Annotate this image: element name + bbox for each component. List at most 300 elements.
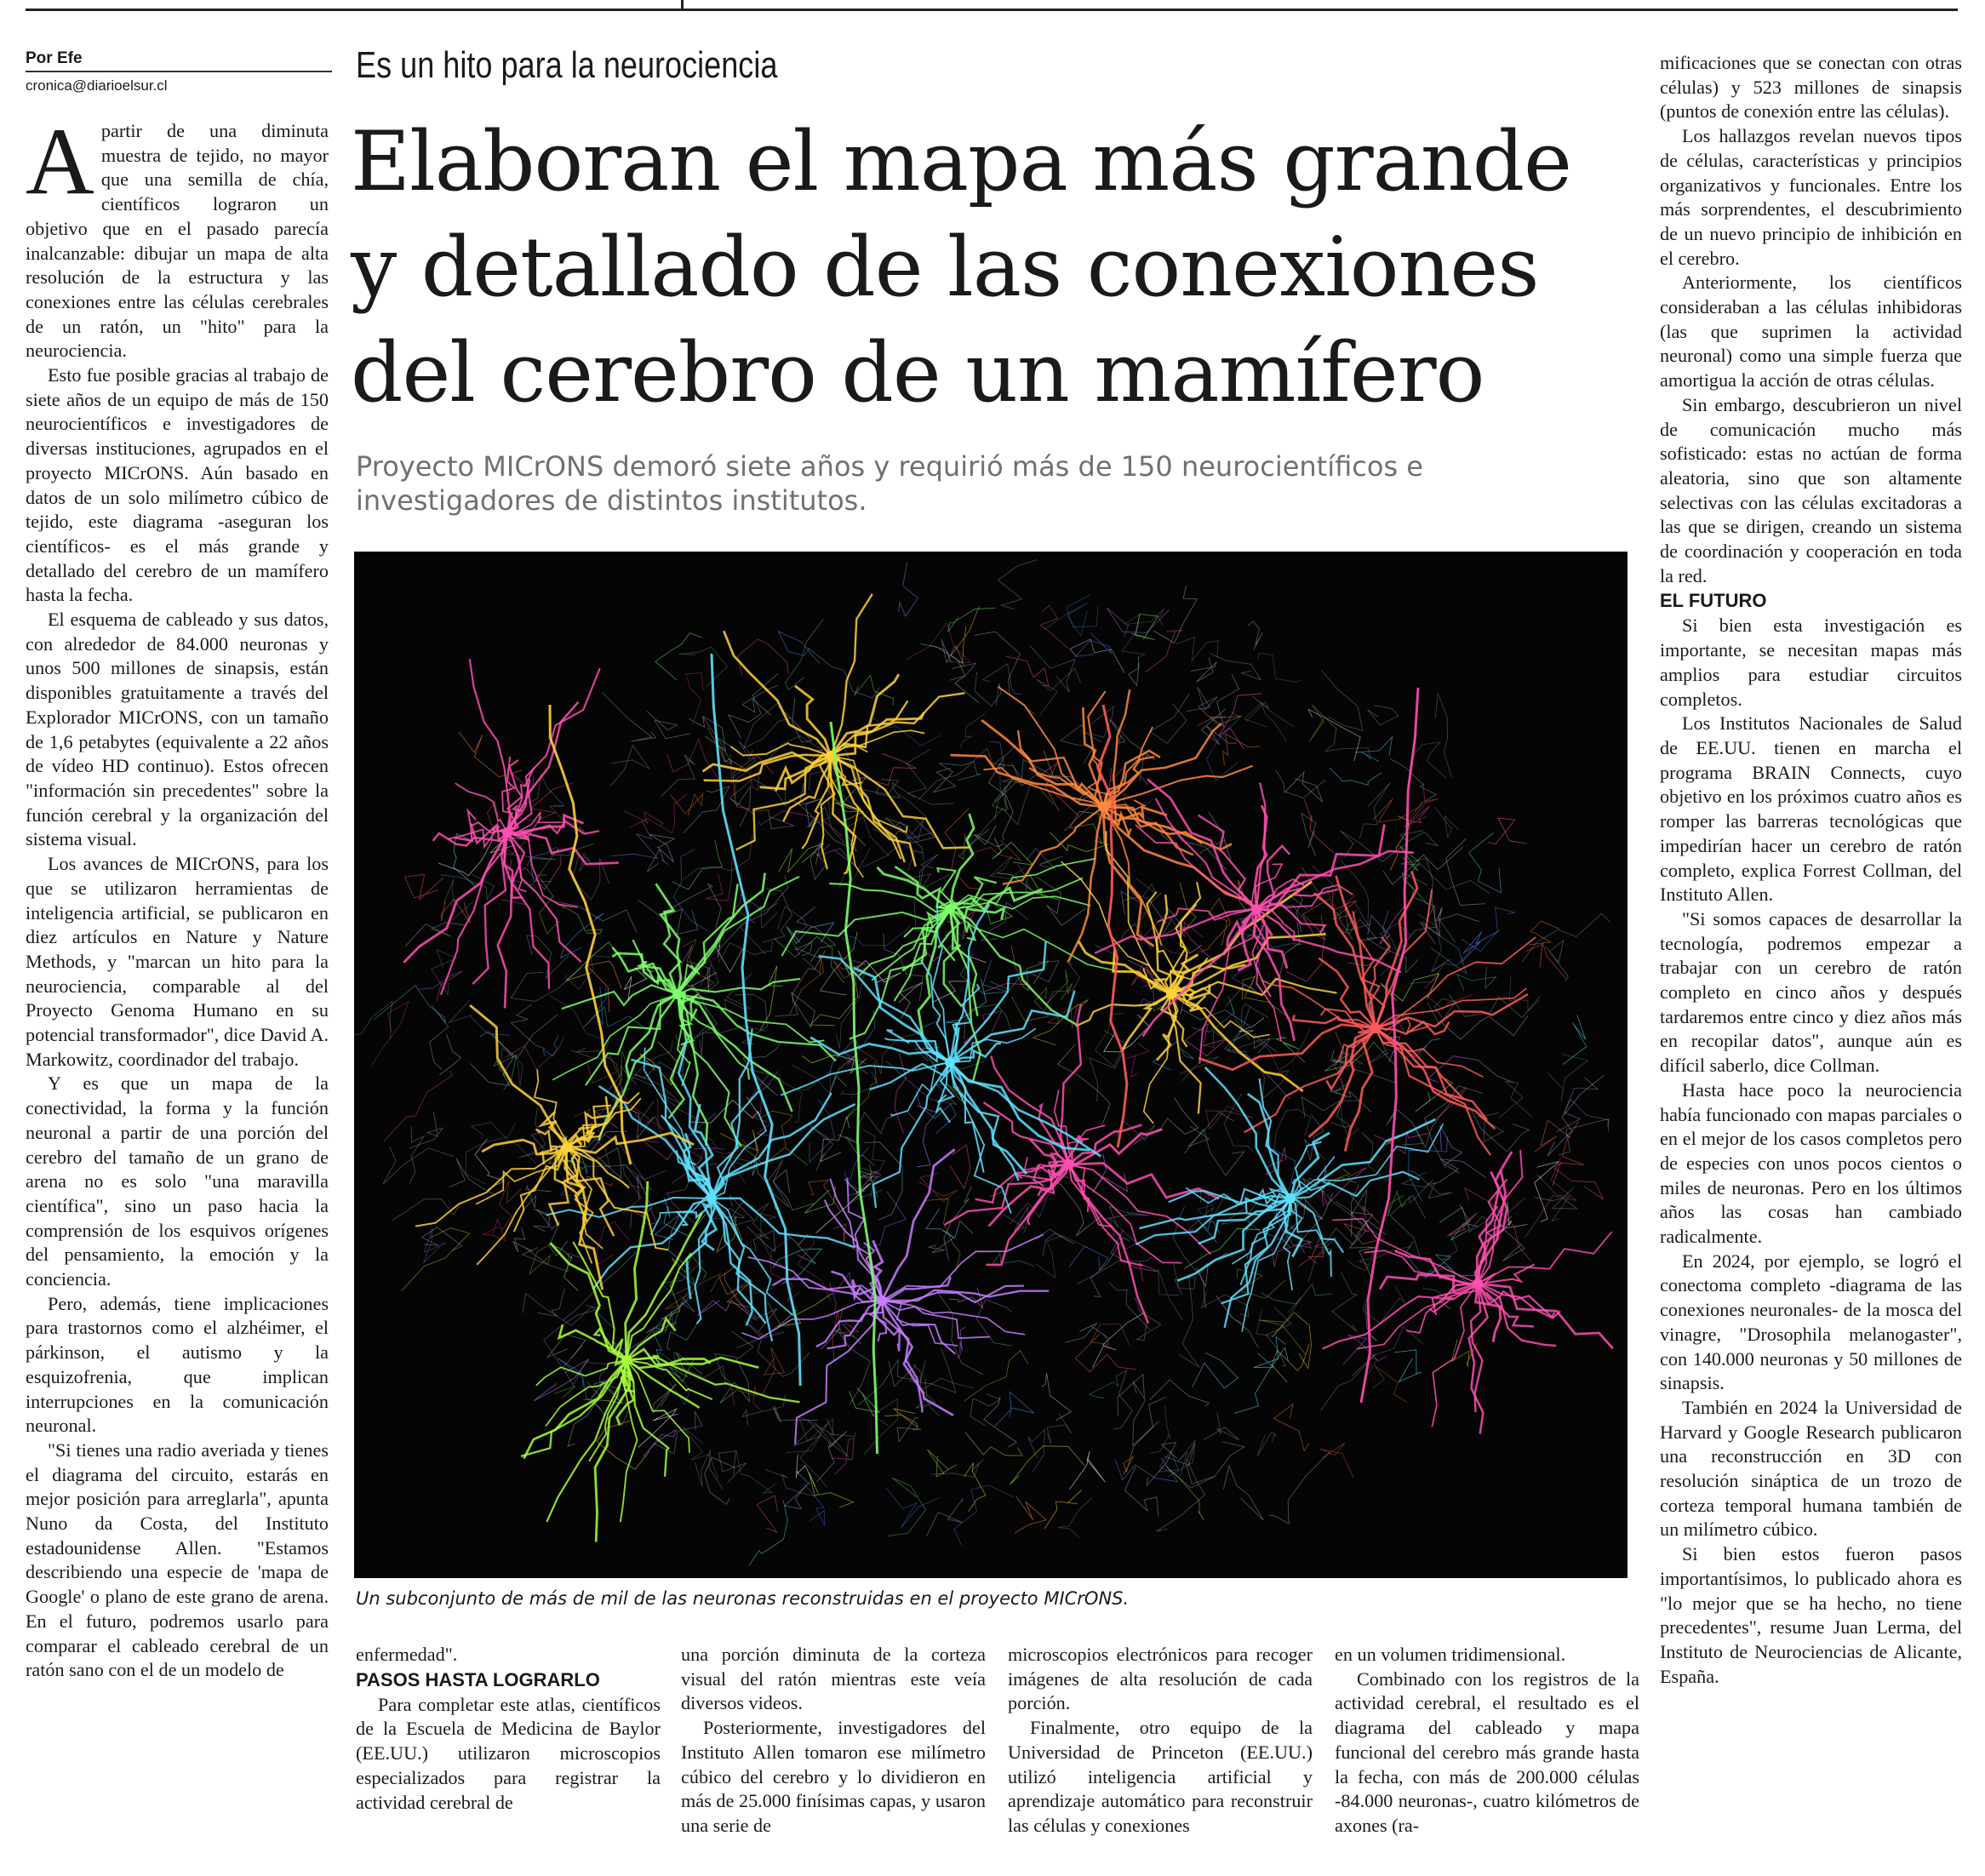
neuron-fiber: [653, 1411, 702, 1454]
neuron-fiber: [1065, 1323, 1109, 1342]
neuron-fiber: [1186, 1024, 1227, 1056]
neuron-fiber: [507, 702, 579, 832]
neuron-fiber: [1226, 941, 1262, 1006]
neuron-fiber: [994, 1392, 1034, 1427]
neuron-fiber: [1509, 976, 1539, 1011]
paragraph: Sin embargo, descubrieron un nivel de comunicación mucho más sofisticado: estas no actúan de forma aleatoria, sino que son altamente selectivas con las células excitadoras a las que se dirigen, creando un sistema de coordinación y cooperación en toda la red.: [1660, 393, 1962, 586]
neuron-fiber: [736, 1450, 775, 1493]
neuron-soma: [1285, 1193, 1296, 1204]
neuron-fiber: [882, 1301, 953, 1416]
paragraph: Los Institutos Nacionales de Salud de EE.UU. tienen en marcha el programa BRAIN Connects, cuyo objetivo en los próximos cuatro años es romper las barreras tecnológicas que impedirían hacer un cerebro de ratón completo, explica Forrest Collman, del Instituto Allen.: [1660, 712, 1962, 906]
neuron-fiber: [895, 1053, 906, 1133]
neuron-soma: [621, 1355, 632, 1365]
neuron-fiber: [724, 973, 752, 1011]
neuron-fiber: [758, 1332, 809, 1376]
neuron-fiber: [954, 1485, 1014, 1545]
neuron-fiber: [1036, 1229, 1074, 1255]
neuron-soma: [502, 827, 512, 838]
neuron-fiber: [1422, 921, 1467, 974]
neuron-fiber: [729, 673, 779, 738]
neuron-fiber: [537, 1289, 564, 1316]
neuron-fiber: [686, 673, 704, 725]
article-column-1: [26, 109, 329, 1683]
neuron-fiber: [511, 968, 581, 1002]
paragraph: Los hallazgos revelan nuevos tipos de células, características y principios organizativos y funcionales. Entre los más sorprendentes, el descubrimiento de un nuevo principio de inhibición en el cerebro.: [1660, 125, 1962, 269]
neuron-fiber: [1554, 1162, 1603, 1199]
neuron-fiber: [654, 1384, 677, 1413]
neuron-fiber: [409, 1126, 424, 1183]
neuron-fiber: [1176, 638, 1218, 661]
neuron-fiber: [839, 926, 910, 950]
neuron-fiber: [729, 779, 786, 806]
neuron-fiber: [742, 685, 778, 716]
neuron-image: [354, 552, 1627, 1578]
neuron-fiber: [785, 1473, 810, 1509]
neuron-fiber: [630, 794, 688, 833]
neuron-fiber: [1090, 1376, 1118, 1398]
neuron-fiber: [920, 644, 979, 703]
neuron-fiber: [1041, 1373, 1071, 1421]
neuron-fiber: [891, 1062, 950, 1116]
neuron-fiber: [950, 814, 974, 909]
deck-line: investigadores de distintos institutos.: [356, 484, 867, 517]
neuron-fiber: [1150, 1405, 1170, 1453]
neuron-fiber: [449, 999, 510, 1035]
section-subhead: PASOS HASTA LOGRARLO: [356, 1668, 600, 1690]
neuron-fiber: [470, 659, 510, 832]
neuron-fiber: [1147, 779, 1256, 909]
paragraph: Combinado con los registros de la actividad cerebral, el resultado es el diagrama del cableado y mapa funcional del cerebro más grande hasta la fecha, con más de 200.000 células -84.000 neuronas-, cuatro kilómetros de axones (ra-: [1335, 1667, 1639, 1836]
neuron-fiber: [951, 606, 979, 663]
neuron-fiber: [1469, 833, 1502, 893]
neuron-fiber: [712, 1093, 832, 1198]
neuron-fiber: [1462, 907, 1516, 951]
neuron-fiber: [1564, 1100, 1609, 1127]
neuron-fiber: [1488, 818, 1526, 844]
neuron-fiber: [438, 826, 494, 876]
neuron-fiber: [1045, 961, 1080, 1011]
neuron-fiber: [392, 1199, 460, 1221]
neuron-fiber: [1376, 1028, 1483, 1077]
neuron-fiber: [441, 874, 495, 900]
headline: [351, 109, 1645, 426]
neuron-fiber: [792, 952, 825, 1004]
neuron-fiber: [678, 877, 799, 994]
neuron-fiber: [535, 1069, 569, 1147]
neuron-fiber: [1158, 1269, 1183, 1320]
neuron-fiber: [1040, 605, 1067, 648]
paragraph: El esquema de cableado y sus datos, con alrededor de 84.000 neuronas y unos 500 millones de sinapsis, están disponibles gratuitamente a través del Explorador MICrONS, con un tamaño de 1,6 petabytes (equivalente a 22 años de vídeo HD continuo). Estos ofrecen "información sin precedentes" sobre la función cerebral y la organización del sistema visual.: [26, 609, 329, 850]
neuron-fiber: [603, 693, 656, 741]
neuron-fiber: [1420, 906, 1439, 944]
neuron-fiber: [1320, 1443, 1354, 1478]
neuron-fiber: [1223, 1466, 1263, 1520]
neuron-fiber: [1234, 1347, 1289, 1413]
neuron-soma: [1098, 802, 1108, 812]
neuron-fiber: [1037, 878, 1085, 925]
neuron-soma: [1251, 904, 1261, 914]
neuron-fiber: [1405, 1241, 1468, 1284]
neuron-fiber: [459, 732, 523, 777]
neuron-fiber: [1437, 907, 1480, 922]
byline-rule: [26, 71, 332, 72]
neuron-fiber: [1124, 1421, 1159, 1475]
neuron-fiber: [683, 1427, 718, 1479]
neuron-fiber: [1124, 1467, 1158, 1517]
neuron-fiber: [934, 764, 956, 792]
neuron-fiber: [975, 826, 1004, 847]
neuron-fiber: [930, 1459, 983, 1478]
neuron-fiber: [760, 966, 782, 1030]
neuron-fiber: [1325, 745, 1370, 759]
neuron-fiber: [1410, 1170, 1452, 1198]
neuron-fiber: [354, 1001, 392, 1038]
neuron-fiber: [444, 878, 474, 924]
paragraph: Si bien estos fueron pasos importantísimos, lo publicado ahora es "lo mejor que se ha hecho, no tiene precedentes", resume Juan Lerma, del Instituto de Neurociencias de Alicante, España.: [1660, 1543, 1962, 1687]
neuron-fiber: [1457, 967, 1496, 991]
neuron-fiber: [1439, 1207, 1479, 1240]
deck-line: Proyecto MICrONS demoró siete años y requirió más de 150 neurocientíficos e: [356, 450, 1423, 483]
neuron-fiber: [817, 1431, 847, 1482]
paragraph: Esto fue posible gracias al trabajo de siete años de un equipo de más de 150 neurocientíficos e investigadores de diversas instituciones, agrupados en el proyecto MICrONS. Aún basado en datos de un solo milímetro cúbico de tejido, este diagrama -aseguran los científicos- es el más grande y detallado del cerebro de un mamífero hasta la fecha.: [26, 364, 329, 606]
neuron-fiber: [1293, 1015, 1376, 1028]
neuron-fiber: [854, 675, 893, 706]
neuron-fiber: [597, 1221, 629, 1264]
neuron-fiber: [736, 1301, 780, 1347]
neuron-fiber: [858, 1111, 917, 1134]
deck: [356, 449, 1633, 518]
drop-cap: A: [26, 109, 94, 214]
neuron-fiber: [926, 1499, 963, 1537]
neuron-fiber: [587, 961, 622, 1012]
neuron-fiber: [787, 1434, 827, 1487]
neuron-fiber: [849, 1168, 883, 1204]
neuron-fiber: [1035, 1236, 1088, 1278]
neuron-fiber: [534, 1209, 550, 1232]
neuron-fiber: [1010, 1446, 1084, 1484]
neuron-fiber: [1069, 1125, 1141, 1165]
neuron-fiber: [1068, 807, 1103, 962]
neuron-fiber: [1434, 807, 1459, 838]
neuron-fiber: [610, 746, 649, 786]
neuron-fiber: [1204, 1413, 1239, 1440]
neuron-fiber: [804, 1484, 825, 1526]
neuron-fiber: [864, 1142, 902, 1220]
neuron-fiber: [1139, 1196, 1290, 1228]
neuron-fiber: [1164, 1443, 1215, 1484]
neuron-fiber: [1290, 1119, 1435, 1198]
neuron-fiber: [882, 1301, 922, 1412]
neuron-fiber: [1136, 1298, 1161, 1341]
neuron-fiber: [1129, 657, 1139, 685]
neuron-fiber: [964, 833, 1021, 861]
neuron-fiber: [547, 1335, 586, 1358]
neuron-fiber: [1158, 1098, 1198, 1135]
neuron-fiber: [671, 794, 703, 816]
neuron-fiber: [1069, 1164, 1219, 1199]
neuron-fiber: [1276, 770, 1326, 798]
neuron-fiber: [513, 1227, 533, 1252]
neuron-fiber: [1133, 1397, 1167, 1445]
neuron-fiber: [1446, 838, 1485, 905]
neuron-fiber: [1180, 1056, 1219, 1081]
neuron-fiber: [1115, 1457, 1177, 1482]
neuron-fiber: [1109, 1283, 1150, 1330]
neuron-fiber: [1355, 737, 1393, 762]
neuron-fiber: [1349, 1185, 1367, 1215]
neuron-fiber: [1205, 1067, 1290, 1198]
paragraph: Finalmente, otro equipo de la Universidad de Princeton (EE.UU.) utilizó inteligencia artificial y aprendizaje automático para reconstruir las células y conexiones: [1008, 1717, 1313, 1836]
neuron-fiber: [960, 713, 986, 748]
neuron-soma: [945, 904, 955, 914]
byline-author: Por Efe: [26, 49, 83, 67]
neuron-soma: [1370, 1023, 1381, 1033]
neuron-fiber: [1248, 1094, 1290, 1198]
neuron-fiber: [1200, 1031, 1287, 1048]
neuron-fiber: [405, 923, 465, 947]
neuron-fiber: [899, 563, 918, 616]
neuron-fiber: [1077, 1257, 1152, 1284]
neuron-fiber: [1168, 1440, 1195, 1477]
neuron-fiber: [1274, 1109, 1311, 1152]
neuron-fiber: [749, 1501, 787, 1566]
paragraph: Si bien esta investigación es importante, se necesitan mapas más amplios para estudiar circuitos completos.: [1660, 615, 1962, 710]
neuron-fiber: [798, 1234, 831, 1302]
neuron-fiber: [1301, 814, 1316, 856]
neuron-fiber: [1447, 1204, 1477, 1236]
neuron-fiber: [1191, 658, 1217, 682]
neuron-fiber: [1394, 1350, 1422, 1382]
neuron-soma: [672, 989, 683, 999]
neuron-fiber: [975, 672, 1001, 706]
neuron-soma: [945, 1057, 955, 1067]
neuron-fiber: [1350, 1233, 1376, 1279]
neuron-fiber: [1469, 1284, 1488, 1434]
paragraph: "Si tienes una radio averiada y tienes el diagrama del circuito, estarás en mejor posición para arreglarla", apunta Nuno da Costa, del Instituto estadounidense Allen. "Estamos describiendo una especie de 'mapa de Google' o plano de este grano de arena. En el futuro, podremos usarlo para comparar el cableado cerebral de un ratón sano con el de un modelo de: [26, 1438, 329, 1681]
neuron-fiber: [796, 1455, 815, 1487]
neuron-fiber: [1367, 706, 1398, 725]
neuron-fiber: [992, 782, 1054, 810]
neuron-fiber: [778, 632, 819, 664]
neuron-fiber: [777, 907, 807, 955]
neuron-fiber: [672, 840, 723, 889]
neuron-fiber: [507, 856, 561, 889]
neuron-fiber: [795, 942, 821, 959]
neuron-fiber: [988, 758, 1013, 840]
neuron-fiber: [1553, 1121, 1584, 1186]
neuron-soma: [1473, 1278, 1483, 1289]
neuron-fiber: [1284, 772, 1323, 802]
neuron-fiber: [1044, 1490, 1082, 1529]
paragraph: una porción diminuta de la corteza visual del ratón mientras este veía diversos videos.: [681, 1644, 986, 1714]
neuron-fiber: [665, 1296, 695, 1333]
headline-line: del cerebro de un mamífero: [351, 325, 1484, 420]
neuron-fiber: [647, 849, 668, 872]
neuron-fiber: [810, 974, 858, 1026]
neuron-fiber: [1254, 1337, 1286, 1368]
neuron-fiber: [418, 971, 463, 1001]
neuron-fiber: [1050, 832, 1108, 852]
neuron-fiber: [1324, 1042, 1396, 1071]
neuron-fiber: [1091, 1324, 1130, 1346]
neuron-fiber: [744, 702, 791, 748]
neuron-fiber: [1118, 1375, 1145, 1416]
neuron-fiber: [1244, 703, 1287, 742]
neuron-fiber: [886, 1488, 941, 1529]
neuron-fiber: [1210, 654, 1261, 680]
neuron-fiber: [950, 1062, 1027, 1174]
neuron-fiber: [1526, 942, 1566, 979]
neuron-fiber: [829, 1010, 874, 1074]
neuron-fiber: [933, 904, 951, 1062]
neuron-fiber: [678, 647, 727, 686]
neuron-fiber: [507, 821, 599, 836]
neuron-fiber: [1070, 1451, 1106, 1490]
neuron-fiber: [926, 1198, 960, 1272]
neuron-fiber: [1290, 1172, 1420, 1198]
neuron-fiber: [565, 1147, 603, 1290]
neuron-soma: [706, 1193, 717, 1204]
neuron-fiber: [1131, 614, 1158, 639]
neuron-fiber: [1435, 694, 1451, 778]
neuron-fiber: [383, 1147, 454, 1185]
neuron-fiber: [1440, 1015, 1528, 1039]
neuron-fiber: [563, 1251, 635, 1321]
neuron-fiber: [917, 1106, 936, 1167]
neuron-fiber: [1248, 621, 1262, 650]
neuron-fiber: [661, 755, 695, 797]
article-column-2: [356, 1643, 661, 1815]
paragraph: Hasta hace poco la neurociencia había funcionado con mapas parciales o en el mejor de los casos completos pero de especies con unos pocos cientos o miles de neuronas. Pero en los últimos años las cosas han cambiado radicalmente.: [1660, 1078, 1962, 1248]
paragraph: En 2024, por ejemplo, se logró el conectoma completo -diagrama de las conexiones neuronales- de la mosca del vinagre, "Drosophila melanogaster", con 140.000 neuronas y 50 millones de sinapsis.: [1660, 1250, 1962, 1394]
neuron-fiber: [1069, 1246, 1108, 1270]
neuron-fiber: [706, 856, 732, 901]
byline-email[interactable]: cronica@diarioelsur.cl: [26, 77, 168, 94]
neuron-fiber: [1047, 1414, 1072, 1444]
neuron-fiber: [937, 1291, 984, 1375]
neuron-fiber: [1373, 1365, 1408, 1402]
neuron-fiber: [1390, 759, 1436, 802]
neuron-fiber: [1499, 1081, 1533, 1118]
neuron-fiber: [1319, 958, 1376, 1028]
neuron-fiber: [1157, 1460, 1205, 1531]
neuron-fiber: [1258, 654, 1301, 683]
neuron-fiber: [702, 717, 737, 764]
neuron-fiber: [1153, 586, 1197, 643]
neuron-fiber: [958, 1327, 965, 1358]
photo-caption: Un subconjunto de más de mil de las neuronas reconstruidas en el proyecto MICrONS.: [356, 1588, 1130, 1609]
kicker: Es un hito para la neurociencia: [356, 44, 778, 86]
neuron-fiber: [1529, 921, 1559, 945]
neuron-fiber: [950, 1062, 1101, 1157]
neuron-fiber: [730, 743, 831, 756]
neuron-fiber: [525, 1244, 551, 1274]
paragraph: microscopios electrónicos para recoger imágenes de alta resolución de cada porción.: [1008, 1644, 1313, 1714]
neuron-fiber: [1309, 705, 1336, 746]
neuron-fiber: [1223, 734, 1261, 765]
neuron-fiber: [1478, 1284, 1613, 1348]
neuron-fiber: [1058, 1498, 1091, 1538]
neuron-fiber: [507, 832, 549, 989]
neuron-fiber: [1413, 742, 1446, 779]
neuron-fiber: [804, 1186, 835, 1213]
neuron-fiber: [1409, 946, 1473, 983]
neuron-fiber: [561, 913, 604, 958]
section-subhead: EL FUTURO: [1660, 590, 1767, 612]
neuron-soma: [877, 1295, 887, 1306]
neuron-fiber: [795, 686, 831, 756]
neuron-fiber: [374, 986, 445, 1023]
neuron-fiber: [1098, 705, 1127, 1147]
neuron-fiber: [1174, 1264, 1196, 1295]
neuron-fiber: [1015, 1496, 1046, 1533]
neuron-fiber: [1150, 1380, 1210, 1406]
neuron-fiber: [773, 1170, 815, 1210]
neuron-fiber: [498, 832, 512, 1008]
neuron-fiber: [882, 1149, 955, 1301]
neuron-fiber: [1036, 668, 1080, 716]
neuron-fiber: [964, 1351, 1028, 1401]
neuron-fiber: [700, 1026, 765, 1056]
article-column-4: [1008, 1643, 1313, 1839]
paragraph: Posteriormente, investigadores del Instituto Allen tomaron ese milímetro cúbico del cerebro y lo dividieron en más de 25.000 finísimas capas, y usaron una serie de: [681, 1717, 986, 1836]
neuron-fiber: [809, 1421, 856, 1457]
neuron-fiber: [964, 1011, 1002, 1044]
neuron-fiber: [1442, 1214, 1475, 1259]
neuron-fiber: [433, 832, 507, 846]
neuron-fiber: [928, 1450, 957, 1477]
paragraph: Apartir de una diminuta muestra de tejido, no mayor que una semilla de chía, científicos lograron un objetivo que en el pasado parecía inalcanzable: dibujar un mapa de alta resolución de la estructura y las conexiones entre las células cerebrales de un ratón, un "hito" para la neurociencia.: [26, 109, 329, 362]
neuron-fiber: [1185, 1130, 1244, 1175]
neuron-fiber: [1431, 1159, 1486, 1185]
neuron-fiber: [1028, 1429, 1045, 1472]
neuron-fiber: [668, 884, 721, 928]
neuron-fiber: [1353, 912, 1379, 1029]
neuron-fiber: [1261, 980, 1376, 1028]
neuron-fiber: [1192, 1353, 1238, 1388]
neuron-fiber: [884, 1409, 918, 1428]
neuron-fiber: [610, 821, 657, 858]
neuron-fiber: [1122, 994, 1171, 1050]
article-column-5: [1335, 1643, 1639, 1839]
article-column-right: [1660, 51, 1962, 1689]
neuron-fiber: [1255, 1036, 1278, 1053]
neuron-fiber: [989, 855, 1024, 878]
neuron-fiber: [625, 811, 663, 826]
neuron-fiber: [918, 1173, 958, 1202]
neuron-fiber: [1417, 913, 1450, 972]
neuron-fiber: [695, 1450, 723, 1490]
byline: [26, 49, 332, 94]
neuron-fiber: [730, 786, 754, 826]
neuron-fiber: [550, 705, 631, 1164]
neuron-fiber: [673, 849, 708, 932]
neuron-fiber: [809, 1473, 854, 1507]
neuron-fiber: [1325, 1202, 1366, 1245]
neuron-fiber: [1308, 710, 1360, 762]
neuron-fiber: [667, 739, 722, 783]
neuron-fiber: [882, 1301, 1025, 1335]
neuron-fiber: [1187, 687, 1217, 712]
neuron-fiber: [786, 620, 824, 690]
neuron-fiber: [1029, 645, 1075, 692]
neuron-fiber: [831, 701, 907, 756]
neuron-fiber: [1256, 909, 1401, 972]
neuron-fiber: [948, 608, 996, 632]
neuron-fiber: [1332, 1272, 1357, 1331]
neuron-fiber: [862, 1191, 906, 1247]
neuron-fiber: [1202, 1291, 1249, 1317]
